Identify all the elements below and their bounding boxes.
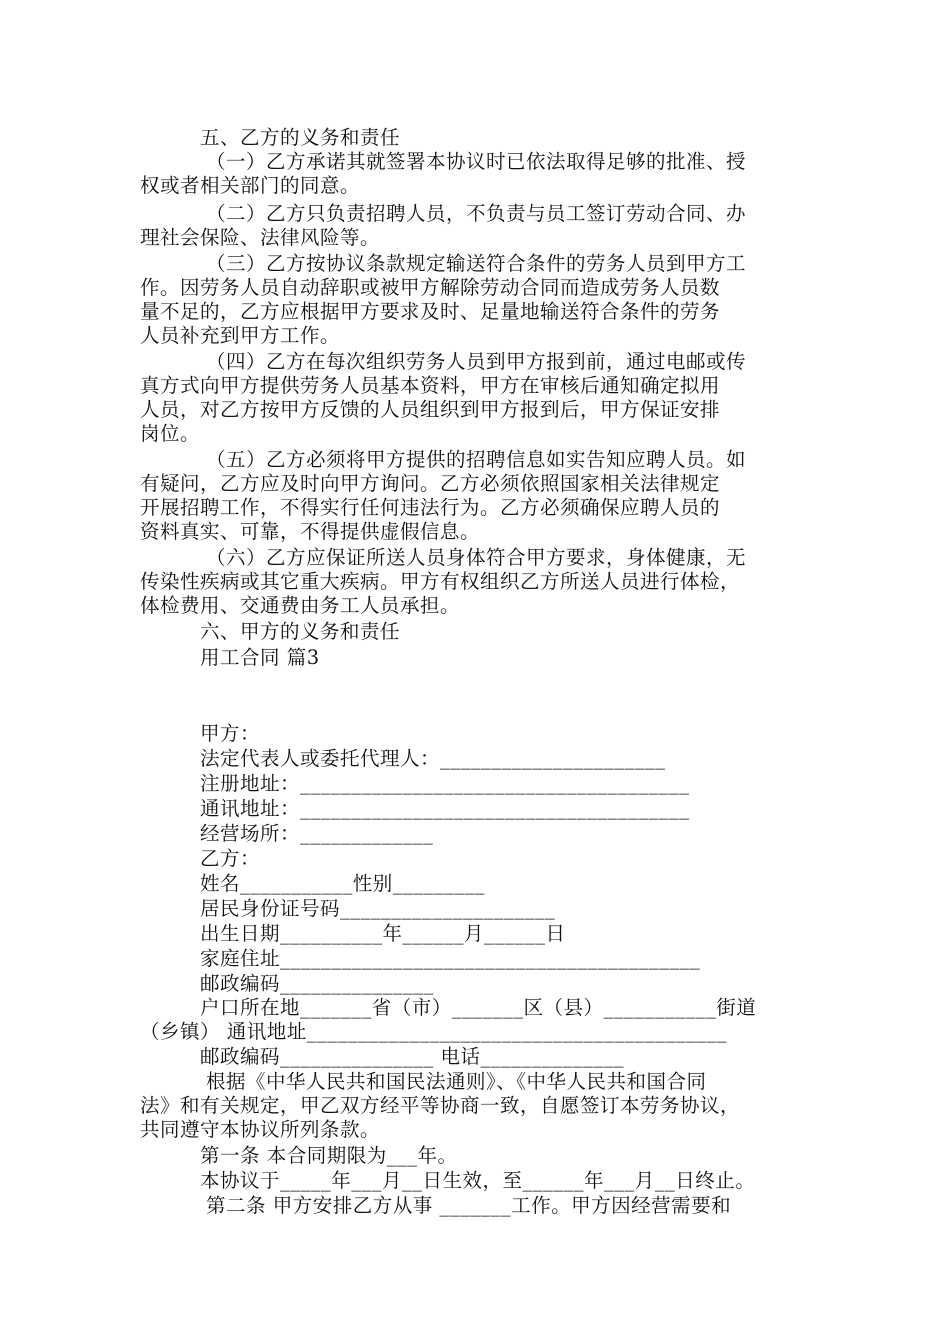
party-b-hukou-line-1: 户口所在地_______省（市）_______区（县）___________街道 — [200, 996, 757, 1019]
clause-5-6-line-1: （六）乙方应保证所送人员身体符合甲方要求，身体健康，无 — [206, 546, 747, 569]
clause-5-2-line-1: （二）乙方只负责招聘人员，不负责与员工签订劳动合同、办 — [206, 202, 747, 225]
clause-5-2-line-2: 理社会保险、法律风险等。 — [140, 226, 381, 249]
clause-5-1-line-2: 权或者相关部门的同意。 — [140, 174, 361, 197]
party-b-hukou-line-2: （乡镇） 通讯地址_________________________________________ — [140, 1020, 727, 1043]
party-b-label: 乙方： — [200, 847, 261, 870]
party-a-registered-address: 注册地址：______________________________________ — [200, 772, 690, 795]
party-b-home-address: 家庭住址_________________________________________ — [200, 947, 701, 970]
contract-title: 用工合同 篇3 — [200, 646, 320, 669]
party-a-business-place: 经营场所：_____________ — [200, 822, 434, 845]
clause-5-4-line-1: （四）乙方在每次组织劳务人员到甲方报到前，通过电邮或传 — [206, 350, 747, 373]
clause-5-4-line-4: 岗位。 — [140, 422, 201, 445]
clause-5-5-line-4: 资料真实、可靠，不得提供虚假信息。 — [140, 520, 481, 543]
clause-5-3-line-3: 量不足的，乙方应根据甲方要求及时、足量地输送符合条件的劳务 — [140, 300, 721, 323]
party-a-representative: 法定代表人或委托代理人：______________________ — [200, 747, 666, 770]
party-a-mailing-address: 通讯地址：______________________________________ — [200, 797, 690, 820]
party-a-label: 甲方： — [200, 722, 261, 745]
clause-5-3-line-2: 作。因劳务人员自动辞职或被甲方解除劳动合同而造成劳务人员数 — [140, 276, 721, 299]
section-6-heading: 六、甲方的义务和责任 — [200, 620, 401, 643]
clause-5-3-line-4: 人员补充到甲方工作。 — [140, 324, 341, 347]
clause-5-5-line-1: （五）乙方必须将甲方提供的招聘信息如实告知应聘人员。如 — [206, 448, 747, 471]
clause-5-4-line-3: 人员，对乙方按甲方反馈的人员组织到甲方报到后，甲方保证安排 — [140, 398, 721, 421]
article-1-term: 本协议于_____年___月__日生效，至______年___月__日终止。 — [200, 1169, 756, 1192]
article-2-text: 第二条 甲方安排乙方从事 _______工作。甲方因经营需要和 — [206, 1194, 732, 1217]
clause-5-3-line-1: （三）乙方按协议条款规定输送符合条件的劳务人员到甲方工 — [206, 252, 747, 275]
preamble-line-2: 法》和有关规定，甲乙双方经平等协商一致，自愿签订本劳务协议， — [140, 1094, 741, 1117]
party-b-postcode: 邮政编码_______________ — [200, 972, 434, 995]
clause-5-5-line-2: 有疑问，乙方应及时向甲方询问。乙方必须依照国家相关法律规定 — [140, 472, 721, 495]
party-b-name-gender: 姓名___________性别_________ — [200, 872, 486, 895]
preamble-line-3: 共同遵守本协议所列条款。 — [140, 1118, 381, 1141]
clause-5-6-line-3: 体检费用、交通费由务工人员承担。 — [140, 594, 461, 617]
party-b-birth-date: 出生日期__________年______月______日 — [200, 922, 566, 945]
clause-5-6-line-2: 传染性疾病或其它重大疾病。甲方有权组织乙方所送人员进行体检， — [140, 570, 741, 593]
clause-5-1-line-1: （一）乙方承诺其就签署本协议时已依法取得足够的批准、授 — [206, 150, 747, 173]
section-5-heading: 五、乙方的义务和责任 — [200, 126, 401, 149]
party-b-postcode-phone: 邮政编码_______________ 电话______________ — [200, 1045, 624, 1068]
clause-5-5-line-3: 开展招聘工作，不得实行任何违法行为。乙方必须确保应聘人员的 — [140, 496, 721, 519]
preamble-line-1: 根据《中华人民共和国民法通则》、《中华人民共和国合同 — [206, 1070, 707, 1093]
clause-5-4-line-2: 真方式向甲方提供劳务人员基本资料，甲方在审核后通知确定拟用 — [140, 374, 721, 397]
party-b-id-number: 居民身份证号码_____________________ — [200, 897, 556, 920]
article-1-title: 第一条 本合同期限为___年。 — [200, 1144, 458, 1167]
